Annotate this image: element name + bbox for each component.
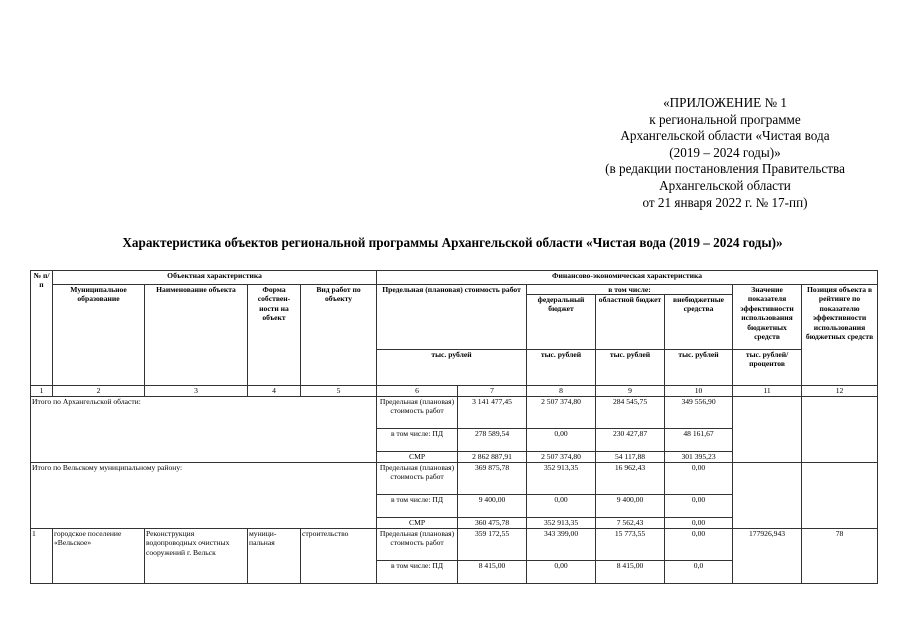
regional-value: 9 400,00 (596, 495, 665, 518)
unit-extra: тыс. рублей (665, 350, 733, 386)
appendix-line: (в редакции постановления Правительства (605, 161, 845, 177)
federal-value: 0,00 (527, 429, 596, 452)
column-number-row (31, 386, 878, 397)
unit-planned-cost: тыс. рублей (377, 350, 527, 386)
column-number: 2 (53, 386, 145, 397)
total-value: 359 172,55 (458, 529, 527, 561)
extra-value: 0,00 (665, 495, 733, 518)
appendix-line: Архангельской области (659, 177, 791, 193)
unit-regional: тыс. рублей (596, 350, 665, 386)
total-region-label: Итого по Архангельской области: (31, 397, 377, 463)
total-value: 360 475,78 (458, 518, 527, 529)
regional-value: 15 773,55 (596, 529, 665, 561)
header-efficiency-value: Значение показателя эффективности использования бюджетных средств (733, 285, 802, 350)
unit-federal: тыс. рублей (527, 350, 596, 386)
header-object-name: Наименование объекта (145, 285, 248, 386)
efficiency-value (733, 397, 802, 463)
column-number: 3 (145, 386, 248, 397)
rating-value (802, 397, 878, 463)
object-ownership: муници- пальная (248, 529, 301, 584)
federal-value: 352 913,35 (527, 518, 596, 529)
total-velsk-label: Итого по Вельскому муниципальному району: (31, 463, 377, 529)
federal-value: 2 507 374,80 (527, 397, 596, 429)
table-row (31, 529, 878, 561)
cost-kind: Предельная (плановая) стоимость работ (377, 397, 458, 429)
header-federal: федеральный бюджет (527, 295, 596, 349)
appendix-line: от 21 января 2022 г. № 17-пп) (642, 194, 808, 210)
header-finance-group: Финансово-экономическая характеристика (377, 271, 878, 285)
cost-kind: СМР (377, 518, 458, 529)
unit-efficiency: тыс. рублей/ процентов (733, 350, 802, 386)
efficiency-value (733, 463, 802, 529)
cost-kind: в том числе: ПД (377, 561, 458, 584)
federal-value: 0,00 (527, 561, 596, 584)
total-value: 2 862 887,91 (458, 452, 527, 463)
extra-value: 0,0 (665, 561, 733, 584)
objects-table (30, 270, 878, 584)
object-municipality: городское поселение «Вельское» (53, 529, 145, 584)
regional-value: 7 562,43 (596, 518, 665, 529)
federal-value: 0,00 (527, 495, 596, 518)
regional-value: 8 415,00 (596, 561, 665, 584)
cost-kind: Предельная (плановая) стоимость работ (377, 529, 458, 561)
total-value: 278 589,54 (458, 429, 527, 452)
regional-value: 284 545,75 (596, 397, 665, 429)
cost-kind: Предельная (плановая) стоимость работ (377, 463, 458, 495)
header-extra-budget: внебюджетные средства (673, 295, 725, 314)
regional-value: 16 962,43 (596, 463, 665, 495)
header-municipality: Муниципальное образование (53, 285, 145, 386)
header-rating-position: Позиция объекта в рейтинге по показателю эффективности использования бюджетных средств (802, 285, 878, 386)
extra-value: 301 395,23 (665, 452, 733, 463)
regional-value: 230 427,87 (596, 429, 665, 452)
cost-kind: СМР (377, 452, 458, 463)
header-planned-cost: Предельная (плановая) стоимость работ (377, 285, 527, 350)
extra-value: 48 161,67 (665, 429, 733, 452)
header-including: в том числе: (527, 285, 732, 295)
rating-value (802, 463, 878, 529)
header-ownership: Форма собствен- ности на объект (248, 285, 301, 386)
object-name: Реконструкция водопроводных очистных сооружений г. Вельск (145, 529, 248, 584)
column-number: 6 (377, 386, 458, 397)
header-object-group: Объектная характеристика (53, 271, 377, 285)
appendix-line: (2019 – 2024 годы)» (669, 144, 781, 160)
table-row (31, 397, 878, 429)
total-value: 3 141 477,45 (458, 397, 527, 429)
object-work-type: строительство (301, 529, 377, 584)
column-number: 7 (458, 386, 527, 397)
column-number: 9 (596, 386, 665, 397)
federal-value: 2 507 374,80 (527, 452, 596, 463)
federal-value: 343 399,00 (527, 529, 596, 561)
total-value: 8 415,00 (458, 561, 527, 584)
column-number: 8 (527, 386, 596, 397)
column-number: 12 (802, 386, 878, 397)
column-number: 4 (248, 386, 301, 397)
document-title: Характеристика объектов региональной программы Архангельской области «Чистая вода (2019 – 2024 годы)» (122, 235, 783, 250)
rating-value: 78 (802, 529, 878, 584)
appendix-header (560, 95, 890, 211)
federal-value: 352 913,35 (527, 463, 596, 495)
total-value: 9 400,00 (458, 495, 527, 518)
cost-kind: в том числе: ПД (377, 429, 458, 452)
appendix-line: Архангельской области «Чистая вода (620, 128, 830, 144)
extra-value: 0,00 (665, 529, 733, 561)
regional-value: 54 117,88 (596, 452, 665, 463)
header-no: № п/п (31, 271, 53, 386)
column-number: 11 (733, 386, 802, 397)
total-value: 369 875,78 (458, 463, 527, 495)
column-number: 1 (31, 386, 53, 397)
header-regional: областной бюджет (596, 295, 665, 349)
column-number: 5 (301, 386, 377, 397)
extra-value: 349 556,90 (665, 397, 733, 429)
header-work-type: Вид работ по объекту (301, 285, 377, 386)
cost-kind: в том числе: ПД (377, 495, 458, 518)
appendix-line: к региональной программе (649, 111, 801, 127)
efficiency-value: 177926,943 (733, 529, 802, 584)
column-number: 10 (665, 386, 733, 397)
table-row (31, 463, 878, 495)
appendix-line: «ПРИЛОЖЕНИЕ № 1 (663, 95, 787, 110)
extra-value: 0,00 (665, 463, 733, 495)
extra-value: 0,00 (665, 518, 733, 529)
object-no: 1 (31, 529, 53, 584)
